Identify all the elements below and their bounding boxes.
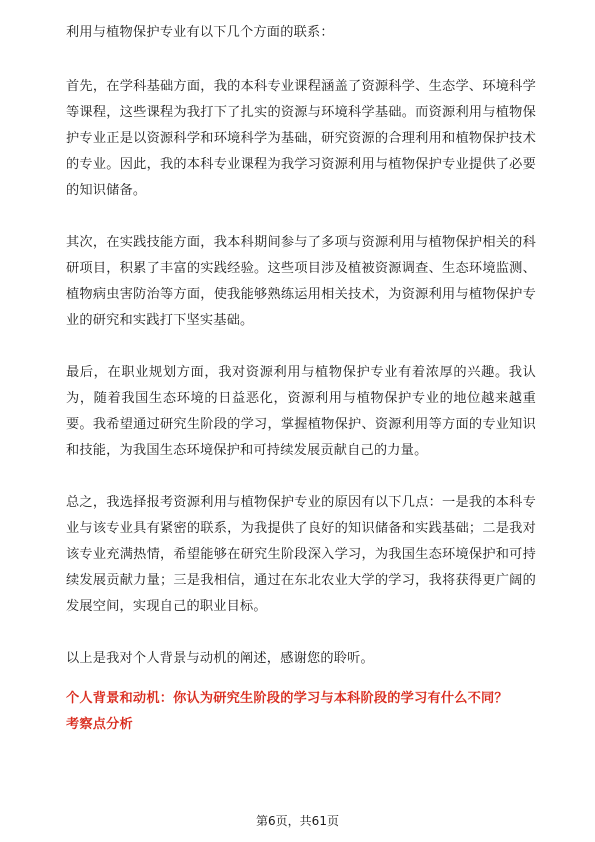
paragraph-closing: 以上是我对个人背景与动机的阐述，感谢您的聆听。 (66, 651, 374, 666)
paragraph-career-planning: 最后，在职业规划方面，我对资源利用与植物保护专业有着浓厚的兴趣。我认为，随着我国生态环境的日益恶化，资源利用与植物保护专业的地位越来越重要。我希望通过研究生阶段的学习，掌握植物保护、资源利用等方面的专业知识和技能，为我国生态环境保护和可持续发展贡献自己的力量。 (66, 365, 536, 458)
paragraph-summary: 总之，我选择报考资源利用与植物保护专业的原因有以下几点：一是我的本科专业与该专业具有紧密的联系，为我提供了良好的知识储备和实践基础；二是我对该专业充满热情，希望能够在研究生阶段深入学习，为我国生态环境保护和可持续发展贡献力量；三是我相信，通过在东北农业大学的学习，我将获得更广阔的发展空间，实现自己的职业目标。 (66, 495, 536, 614)
page-number: 第6页，共61页 (256, 814, 339, 828)
paragraph-academic-foundation: 首先，在学科基础方面，我的本科专业课程涵盖了资源科学、生态学、环境科学等课程，这些课程为我打下了扎实的资源与环境科学基础。而资源利用与植物保护专业正是以资源科学和环境科学为基础，研究资源的合理利用和植物保护技术的专业。因此，我的本科专业课程为我学习资源利用与植物保护专业提供了必要的知识储备。 (66, 79, 536, 198)
analysis-subheading: 考察点分析 (66, 717, 133, 732)
intro-line: 利用与植物保护专业有以下几个方面的联系： (66, 25, 334, 40)
question-heading: 个人背景和动机：你认为研究生阶段的学习与本科阶段的学习有什么不同？ (66, 691, 508, 706)
paragraph-practical-skills: 其次，在实践技能方面，我本科期间参与了多项与资源利用与植物保护相关的科研项目，积累了丰富的实践经验。这些项目涉及植被资源调查、生态环境监测、植物病虫害防治等方面，使我能够熟练运用相关技术，为资源利用与植物保护专业的研究和实践打下坚实基础。 (66, 235, 536, 328)
document-body (66, 20, 536, 738)
